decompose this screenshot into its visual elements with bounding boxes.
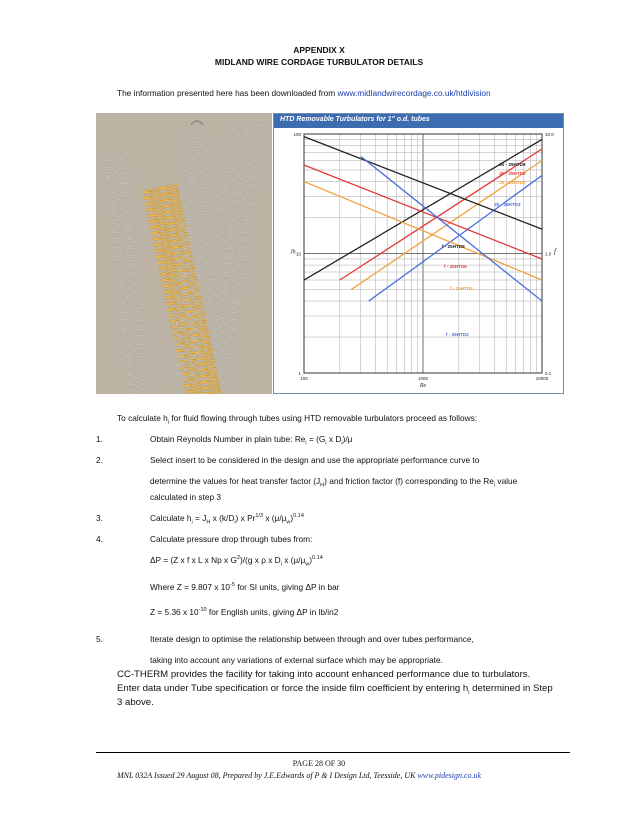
series-line: [340, 149, 542, 280]
series-label: f - 25HTD8: [442, 244, 465, 249]
series-label: Jh - 25HTD4: [499, 180, 526, 185]
y-tick-label: 1: [298, 371, 301, 376]
y-tick-label: 100: [293, 132, 301, 137]
document-heading: MIDLAND WIRE CORDAGE TURBULATOR DETAILS: [214, 57, 424, 67]
series-label: Jh - 25HTD2: [494, 202, 521, 207]
series-label: f - 25HTD2: [446, 332, 469, 337]
closing-line-2: Enter data under Tube specification or force the inside film coefficient by entering $h_i$ determined in Step: [117, 683, 553, 696]
step-text: Where Z = 9.807 x $10^{-5}$ for SI units, giving ΔP in bar: [150, 582, 340, 592]
step-text: Calculate pressure drop through tubes from:: [150, 534, 313, 544]
y-right-tick-label: 0.1: [545, 371, 552, 376]
closing-line-1: CC-THERM provides the facility for taking into account enhanced performance due to turbulators.: [117, 669, 531, 680]
closing-line-3: 3 above.: [117, 697, 154, 708]
series-label: f - 25HTD4: [450, 286, 473, 291]
series-label: Jh - 25HTD6: [499, 171, 526, 176]
step-text: Z = 5.36 x $10^{-10}$ for English units, giving ΔP in lb/in2: [150, 607, 339, 617]
intro-text: The information presented here has been downloaded from www.midlandwirecordage.co.uk/htdivision: [117, 88, 491, 98]
x-tick-label: 10000: [535, 376, 549, 381]
step-text: calculated in step 3: [150, 492, 222, 502]
series-line: [369, 175, 542, 301]
step-text: Iterate design to optimise the relationship between through and over tubes performance,: [150, 634, 474, 644]
step-text: taking into account any variations of external surface which may be appropriate.: [150, 655, 443, 665]
y-right-tick-label: 1.0: [545, 251, 552, 257]
y-axis-label: Jh: [290, 249, 296, 256]
x-axis-label: Re: [419, 383, 427, 389]
y-tick-label: 10: [295, 251, 301, 257]
step-text: Select insert to be considered in the design and use the appropriate performance curve to: [150, 455, 480, 465]
y-right-tick-label: 10.0: [545, 132, 554, 137]
step-number: 1.: [96, 434, 103, 444]
footer-link[interactable]: www.pidesign.co.uk: [417, 771, 482, 780]
step-text: determine the values for heat transfer factor $(J_H)$ and friction factor (f) corresponding to the $Re_i$ value: [150, 476, 518, 489]
step-number: 4.: [96, 534, 103, 544]
chart-header: [274, 114, 563, 128]
step-number: 5.: [96, 634, 103, 644]
performance-chart: [273, 113, 564, 394]
y-right-axis-label: f: [554, 247, 556, 256]
appendix-title: APPENDIX X: [293, 45, 345, 55]
x-tick-label: 100: [300, 376, 308, 381]
series-label: f - 25HTD6: [444, 264, 467, 269]
page-number: PAGE 28 OF 30: [292, 759, 346, 768]
series-line: [361, 156, 542, 301]
step-number: 3.: [96, 513, 103, 523]
source-link[interactable]: www.midlandwirecordage.co.uk/htdivision: [337, 88, 491, 98]
footer-info: MNL 032A Issued 29 August 08, Prepared by J.E.Edwards of P & I Design Ltd, Teesside, UK www.pidesign.co.uk: [117, 771, 482, 780]
procedure-lead: To calculate $h_i$ for fluid flowing through tubes using HTD removable turbulators proceed as follows:: [117, 413, 478, 426]
x-tick-label: 1000: [417, 376, 429, 381]
step-text: Obtain Reynolds Number in plain tube: $Re_i = (G_i$ x $D_i)/\mu$: [150, 434, 353, 447]
step-number: 2.: [96, 455, 103, 465]
footer-rule: [96, 752, 570, 753]
series-label: Jh - 25HTD8: [499, 162, 526, 167]
chart-title: HTD Removable Turbulators for 1" o.d. tubes: [280, 116, 430, 123]
turbulator-photo: [96, 113, 272, 394]
step-text: Calculate $h_i = J_H$ x $(k/D_i)$ x $Pr^{1/3}$ x $(\mu/\mu_w)^{0.14}$: [150, 513, 304, 526]
chart-plot: [274, 128, 563, 393]
step-text: ΔP = (Z x f x L x Np x $G^2)/(g$ x ρ x $D_i$ x $(\mu/\mu_w)^{0.14}$: [150, 555, 323, 568]
